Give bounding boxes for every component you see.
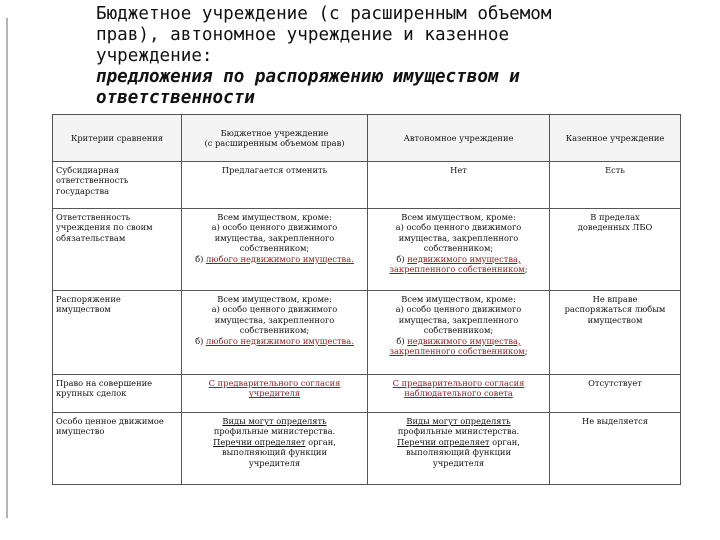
cell-valuable-movable-state: Не выделяется [550,413,681,485]
table-row [53,162,681,209]
table-row [53,413,681,485]
cell-subsidiary-budget: Предлагается отменить [182,162,368,209]
table-row [53,375,681,413]
highlighted-text: недвижимого имущества, [407,335,521,346]
row-label-disposal: Распоряжение имуществом [53,291,182,375]
cell-major-deals-autonomous [368,375,550,413]
underlined-text: Перечни определяет [397,436,490,447]
table-row [53,209,681,291]
row-label-valuable-movable: Особо ценное движимое имущество [53,413,182,485]
cell-liability-state: В пределах доведенных ЛБО [550,209,681,291]
highlighted-text: С предварительного согласия [208,378,341,388]
row-label-major-deals: Право на совершение крупных сделок [53,375,182,413]
underlined-text: Виды могут определять [222,416,327,426]
underlined-text: Виды могут определять [406,416,511,426]
highlighted-text: учредителя [248,388,301,399]
cell-valuable-movable-budget: Виды могут определять профильные министерства. Перечни определяет орган, выполняющий функции учредителя [182,413,368,485]
cell-valuable-movable-autonomous: Виды могут определять профильные министерства. Перечни определяет орган, выполняющий функции учредителя [368,413,550,485]
highlighted-text: любого недвижимого имущества. [206,253,354,264]
header-state: Казенное учреждение [550,115,681,162]
cell-liability-autonomous: Всем имуществом, кроме: а) особо ценного движимого имущества, закрепленного собственником; б) недвижимого имущества, закрепленного собственником; [368,209,550,291]
header-autonomous: Автономное учреждение [368,115,550,162]
title-line-2: прав), автономное учреждение и казенное [96,25,510,45]
title-line-4: предложения по распоряжению имуществом и [96,67,520,87]
cell-disposal-autonomous: Всем имуществом, кроме: а) особо ценного движимого имущества, закрепленного собственником; б) недвижимого имущества, закрепленного собственником; [368,291,550,375]
cell-subsidiary-autonomous: Нет [368,162,550,209]
highlighted-text: любого недвижимого имущества. [206,335,354,346]
comparison-table-wrapper [52,114,680,485]
highlighted-text: недвижимого имущества, [407,253,521,264]
table-header-row [53,115,681,162]
cell-subsidiary-state: Есть [550,162,681,209]
cell-liability-budget: Всем имуществом, кроме: а) особо ценного движимого имущества, закрепленного собственником; б) любого недвижимого имущества. [182,209,368,291]
highlighted-text: закрепленного собственником [389,264,525,275]
cell-disposal-budget: Всем имуществом, кроме: а) особо ценного движимого имущества, закрепленного собственником; б) любого недвижимого имущества. [182,291,368,375]
row-label-liability: Ответственность учреждения по своим обязательствам [53,209,182,291]
comparison-table [52,114,681,485]
cell-major-deals-state: Отсутствует [550,375,681,413]
underlined-text: Перечни определяет [213,436,306,447]
highlighted-text: наблюдательного совета [404,388,513,399]
title-line-1: Бюджетное учреждение (с расширенным объемом [96,4,552,24]
row-label-subsidiary: Субсидиарная ответственность государства [53,162,182,209]
highlighted-text: закрепленного собственником [389,346,525,357]
table-row [53,291,681,375]
highlighted-text: С предварительного согласия [392,378,525,388]
slide-decoration-bar [6,18,8,518]
slide-title [96,4,706,109]
header-criteria: Критерии сравнения [53,115,182,162]
cell-major-deals-budget [182,375,368,413]
header-budget: Бюджетное учреждение (с расширенным объемом прав) [182,115,368,162]
title-line-3: учреждение: [96,46,213,66]
title-line-5: ответственности [96,88,255,108]
cell-disposal-state: Не вправе распоряжаться любым имуществом [550,291,681,375]
